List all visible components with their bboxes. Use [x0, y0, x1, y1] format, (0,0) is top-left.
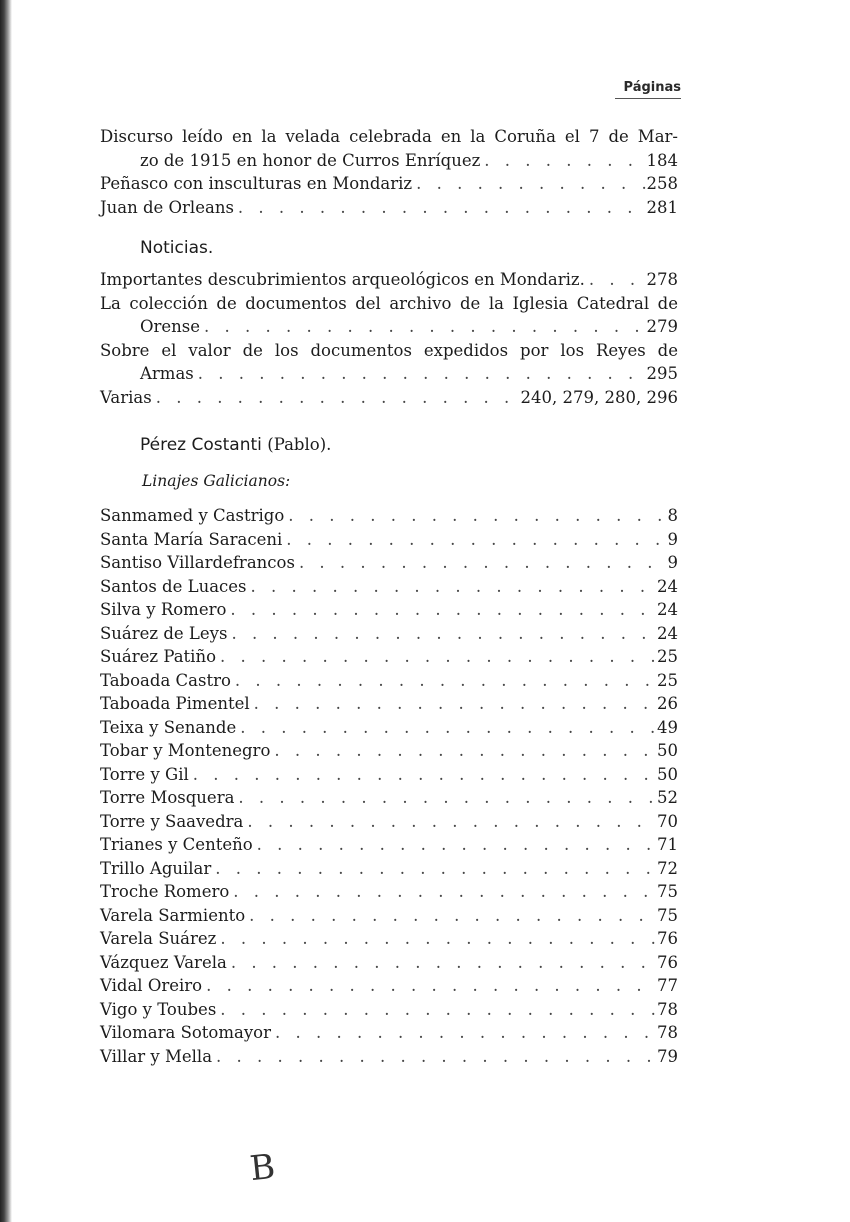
- entry-page: 70: [657, 811, 678, 831]
- entry-valor-line2: [100, 364, 678, 388]
- linajes-heading: Linajes Galicianos:: [142, 472, 291, 490]
- entry-page: 52: [657, 788, 678, 807]
- leader-dots: [212, 1047, 657, 1066]
- list-item: [100, 953, 678, 977]
- entry-page: 24: [657, 600, 678, 619]
- leader-dots: [211, 859, 657, 878]
- leader-dots: [247, 577, 657, 596]
- leader-dots: [229, 882, 657, 901]
- entry-label: Orense: [140, 317, 201, 336]
- list-item: [100, 506, 678, 530]
- entry-discurso-line2: [100, 151, 678, 175]
- entry-label: Varela Sarmiento: [100, 905, 246, 925]
- leader-dots: [295, 553, 668, 572]
- entry-page: 184: [646, 150, 678, 170]
- entry-page: 76: [657, 952, 678, 972]
- entry-label: Suárez de Leys: [100, 623, 228, 643]
- entry-label: Villar y Mella: [100, 1046, 213, 1066]
- list-item: [100, 765, 678, 789]
- entry-page: 26: [657, 694, 678, 713]
- list-item: [100, 694, 678, 718]
- leader-dots: [480, 151, 646, 170]
- entry-label: Santos de Luaces: [100, 576, 247, 596]
- entry-label: Silva y Romero: [100, 600, 227, 619]
- entry-label: Taboada Castro: [100, 670, 231, 690]
- entry-page: 71: [657, 835, 678, 854]
- entry-page: 78: [657, 999, 678, 1019]
- entry-page: 24: [657, 623, 678, 643]
- entry-page: 72: [657, 858, 678, 878]
- entry-coleccion-line2: [100, 317, 678, 341]
- entry-page: 75: [657, 905, 678, 925]
- entry-page: 258: [646, 174, 678, 193]
- list-item: [100, 788, 678, 812]
- entry-label: Vázquez Varela: [100, 952, 227, 972]
- leader-dots: [253, 835, 657, 854]
- leader-dots: [152, 388, 521, 407]
- leader-dots: [202, 976, 657, 995]
- entry-label: Torre y Saavedra: [100, 811, 244, 831]
- leader-dots: [216, 929, 657, 948]
- leader-dots: [194, 364, 647, 383]
- author-heading: [140, 435, 331, 455]
- entry-label: Suárez Patiño: [100, 647, 217, 666]
- entry-label: Santa María Saraceni: [100, 529, 283, 549]
- entry-label: Tobar y Montenegro: [100, 741, 271, 760]
- list-item: [100, 671, 678, 695]
- leader-dots: [227, 953, 657, 972]
- noticias-entries: [100, 270, 678, 411]
- leader-dots: [226, 600, 657, 619]
- entry-page: 49: [657, 717, 678, 737]
- leader-dots: [270, 741, 657, 760]
- entry-page: 79: [657, 1046, 678, 1066]
- entry-page: 77: [657, 976, 678, 995]
- list-item: [100, 577, 678, 601]
- entry-orleans: [100, 198, 678, 222]
- list-item: [100, 906, 678, 930]
- list-item: [100, 1047, 678, 1071]
- leader-dots: [234, 788, 657, 807]
- list-item: [100, 976, 678, 1000]
- entry-page: 278: [646, 270, 678, 289]
- entry-descubrimientos: [100, 270, 678, 294]
- entry-label: Vilomara Sotomayor: [100, 1023, 271, 1042]
- leader-dots: [216, 647, 657, 666]
- entry-page: 78: [657, 1023, 678, 1042]
- entry-label: Troche Romero: [100, 882, 230, 901]
- entry-label: Torre Mosquera: [100, 788, 235, 807]
- entry-label: Teixa y Senande: [100, 717, 237, 737]
- leader-dots: [189, 765, 657, 784]
- entry-label: Trillo Aguilar: [100, 858, 212, 878]
- entry-varias: [100, 388, 678, 412]
- entry-page: 9: [667, 529, 678, 549]
- list-item: [100, 718, 678, 742]
- leader-dots: [216, 1000, 657, 1019]
- entry-label: Vigo y Toubes: [100, 999, 217, 1019]
- entry-page: 75: [657, 882, 678, 901]
- entry-label: Taboada Pimentel: [100, 694, 250, 713]
- list-item: [100, 835, 678, 859]
- entry-label: Santiso Villardefrancos: [100, 553, 295, 572]
- leader-dots: [412, 174, 646, 193]
- entry-label: Varias: [100, 387, 152, 407]
- list-item: [100, 812, 678, 836]
- entry-label: Importantes descubrimientos arqueológicos en Mondariz.: [100, 270, 585, 289]
- entry-label: Varela Suárez: [100, 929, 217, 948]
- entry-label: Juan de Orleans: [100, 197, 234, 217]
- entry-page: 9: [667, 553, 678, 572]
- leader-dots: [236, 718, 657, 737]
- list-item: [100, 530, 678, 554]
- leader-dots: [284, 506, 667, 525]
- list-item: [100, 929, 678, 953]
- list-item: [100, 882, 678, 906]
- leader-dots: [282, 530, 667, 549]
- entry-page: 50: [657, 764, 678, 784]
- top-entries: [100, 127, 678, 221]
- list-item: [100, 553, 678, 577]
- leader-dots: [234, 198, 647, 217]
- entry-page: 279: [646, 317, 678, 336]
- entry-label: Peñasco con insculturas en Mondariz: [100, 174, 413, 193]
- book-binding-edge: [0, 0, 12, 1222]
- pages-column-header: Páginas: [615, 80, 681, 99]
- list-item: [100, 859, 678, 883]
- entry-label: Torre y Gil: [100, 764, 189, 784]
- entry-label: zo de 1915 en honor de Curros Enríquez: [140, 150, 481, 170]
- noticias-heading: Noticias.: [140, 238, 214, 258]
- entry-page: 50: [657, 741, 678, 760]
- list-item: [100, 741, 678, 765]
- entry-page: 8: [667, 506, 678, 525]
- leader-dots: [250, 694, 657, 713]
- entry-label: Armas: [140, 364, 194, 383]
- entry-label: Trianes y Centeño: [100, 835, 253, 854]
- author-given-name: (Pablo).: [267, 435, 332, 454]
- entry-penasco: [100, 174, 678, 198]
- entry-page: 25: [657, 647, 678, 666]
- leader-dots: [200, 317, 646, 336]
- leader-dots: [271, 1023, 657, 1042]
- entry-label: Sanmamed y Castrigo: [100, 506, 285, 525]
- leader-dots: [245, 906, 657, 925]
- list-item: [100, 600, 678, 624]
- entry-discurso-line1: Discurso leído en la velada celebrada en la Coruña el 7 de Mar-: [100, 127, 678, 146]
- leader-dots: [231, 671, 657, 690]
- entry-page: 76: [657, 929, 678, 948]
- entry-page: 25: [657, 670, 678, 690]
- leader-dots: [243, 812, 657, 831]
- entry-coleccion-line1: La colección de documentos del archivo de la Iglesia Catedral de: [100, 293, 678, 313]
- entry-page: 24: [657, 576, 678, 596]
- list-item: [100, 624, 678, 648]
- entry-label: Vidal Oreiro: [100, 976, 203, 995]
- leader-dots: [585, 270, 647, 289]
- entry-page: 295: [646, 364, 678, 383]
- handwritten-mark: B: [247, 1146, 278, 1190]
- leader-dots: [227, 624, 657, 643]
- linajes-list: [100, 506, 678, 1070]
- entry-valor-line1: Sobre el valor de los documentos expedidos por los Reyes de: [100, 340, 678, 360]
- entry-page: 281: [646, 197, 678, 217]
- entry-page: 240, 279, 280, 296: [520, 387, 678, 407]
- author-name: Pérez Costanti: [140, 435, 262, 455]
- list-item: [100, 1023, 678, 1047]
- list-item: [100, 1000, 678, 1024]
- list-item: [100, 647, 678, 671]
